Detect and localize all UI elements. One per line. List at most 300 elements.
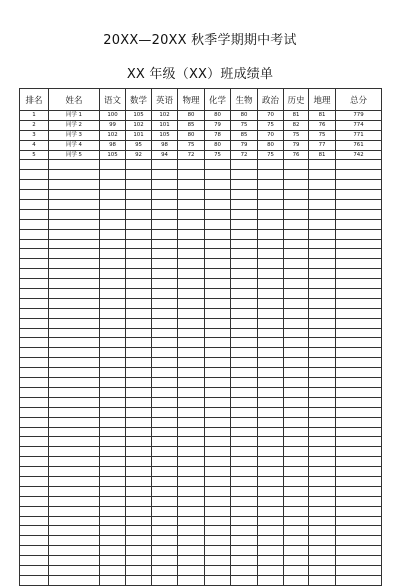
table-cell [336, 546, 382, 556]
table-cell [336, 209, 382, 219]
table-cell [152, 358, 178, 368]
empty-table-row [20, 328, 382, 338]
table-cell [178, 546, 205, 556]
table-cell [258, 496, 284, 506]
table-cell [20, 200, 49, 210]
table-cell [126, 496, 152, 506]
empty-table-row [20, 437, 382, 447]
table-cell [309, 160, 336, 170]
table-cell [231, 358, 258, 368]
header-english: 英语 [152, 89, 178, 111]
table-cell [336, 219, 382, 229]
table-cell [100, 575, 126, 585]
table-cell [178, 328, 205, 338]
table-cell [152, 249, 178, 259]
table-cell [152, 417, 178, 427]
table-cell [178, 209, 205, 219]
table-cell [20, 536, 49, 546]
table-cell [284, 546, 309, 556]
table-cell [20, 209, 49, 219]
table-cell [309, 516, 336, 526]
table-cell [231, 209, 258, 219]
table-cell [336, 279, 382, 289]
table-cell [258, 427, 284, 437]
table-cell: 92 [126, 150, 152, 160]
table-cell [49, 229, 100, 239]
table-cell [49, 160, 100, 170]
table-cell [284, 249, 309, 259]
table-cell [152, 180, 178, 190]
table-cell [336, 407, 382, 417]
table-cell: 99 [100, 120, 126, 130]
table-cell [126, 546, 152, 556]
table-cell [20, 575, 49, 585]
table-cell [20, 328, 49, 338]
table-cell [205, 180, 231, 190]
table-cell [284, 437, 309, 447]
table-cell [100, 427, 126, 437]
table-cell [152, 437, 178, 447]
table-cell [178, 308, 205, 318]
table-cell [205, 556, 231, 566]
table-cell [336, 358, 382, 368]
table-cell: 79 [205, 120, 231, 130]
table-cell [258, 170, 284, 180]
table-cell [205, 279, 231, 289]
table-cell: 95 [126, 140, 152, 150]
table-cell [309, 209, 336, 219]
table-cell [178, 259, 205, 269]
table-cell [126, 209, 152, 219]
table-cell [231, 447, 258, 457]
table-cell [258, 556, 284, 566]
table-cell [205, 378, 231, 388]
table-cell [309, 368, 336, 378]
table-cell: 76 [309, 120, 336, 130]
table-cell [126, 308, 152, 318]
table-cell [20, 437, 49, 447]
table-cell [205, 457, 231, 467]
table-row [20, 150, 382, 160]
table-cell [309, 289, 336, 299]
table-cell [49, 407, 100, 417]
table-cell [100, 249, 126, 259]
table-cell [284, 417, 309, 427]
header-chemistry: 化学 [205, 89, 231, 111]
table-cell [20, 476, 49, 486]
table-cell: 75 [178, 140, 205, 150]
table-cell [100, 457, 126, 467]
table-cell: 102 [126, 120, 152, 130]
empty-table-row [20, 239, 382, 249]
table-cell: 94 [152, 150, 178, 160]
table-cell [49, 397, 100, 407]
table-cell [20, 378, 49, 388]
table-cell [336, 565, 382, 575]
table-cell [20, 308, 49, 318]
table-cell [152, 526, 178, 536]
table-cell [205, 476, 231, 486]
table-cell [205, 289, 231, 299]
empty-table-row [20, 536, 382, 546]
table-cell [284, 486, 309, 496]
table-cell [126, 437, 152, 447]
table-cell [284, 289, 309, 299]
table-cell [152, 397, 178, 407]
table-cell [126, 387, 152, 397]
table-cell [20, 417, 49, 427]
table-cell [336, 417, 382, 427]
grade-table [19, 88, 382, 586]
table-cell [258, 397, 284, 407]
table-cell [258, 457, 284, 467]
table-cell [309, 180, 336, 190]
table-cell: 80 [178, 130, 205, 140]
table-cell [178, 565, 205, 575]
table-cell [205, 516, 231, 526]
table-cell [152, 328, 178, 338]
table-cell [284, 368, 309, 378]
table-cell [284, 180, 309, 190]
table-cell: 105 [152, 130, 178, 140]
empty-table-row [20, 180, 382, 190]
table-cell [205, 427, 231, 437]
table-cell [231, 308, 258, 318]
table-cell [205, 308, 231, 318]
table-cell [336, 338, 382, 348]
table-cell [126, 249, 152, 259]
header-total: 总分 [336, 89, 382, 111]
header-geography: 地理 [309, 89, 336, 111]
table-cell [152, 467, 178, 477]
table-cell [49, 447, 100, 457]
table-cell [258, 190, 284, 200]
table-cell [205, 526, 231, 536]
table-cell [178, 298, 205, 308]
table-cell [152, 486, 178, 496]
empty-table-row [20, 308, 382, 318]
table-cell [152, 209, 178, 219]
table-cell [231, 378, 258, 388]
table-cell: 77 [309, 140, 336, 150]
header-politics: 政治 [258, 89, 284, 111]
table-cell [49, 348, 100, 358]
table-cell [178, 368, 205, 378]
table-cell [258, 308, 284, 318]
table-cell [100, 467, 126, 477]
table-cell [205, 200, 231, 210]
table-cell [49, 486, 100, 496]
table-cell [20, 338, 49, 348]
table-cell [20, 496, 49, 506]
table-cell [336, 397, 382, 407]
table-cell [152, 516, 178, 526]
table-cell [178, 556, 205, 566]
table-cell [231, 170, 258, 180]
table-cell [100, 476, 126, 486]
table-cell [309, 397, 336, 407]
table-cell [126, 200, 152, 210]
table-cell [20, 467, 49, 477]
table-cell [49, 289, 100, 299]
table-cell [284, 209, 309, 219]
table-cell [126, 526, 152, 536]
empty-table-row [20, 269, 382, 279]
table-cell: 78 [205, 130, 231, 140]
table-cell [49, 506, 100, 516]
table-cell [205, 269, 231, 279]
table-cell [100, 348, 126, 358]
table-cell: 5 [20, 150, 49, 160]
table-cell [336, 378, 382, 388]
table-cell [258, 269, 284, 279]
table-cell [152, 190, 178, 200]
table-cell [231, 546, 258, 556]
table-cell [20, 348, 49, 358]
table-cell [309, 427, 336, 437]
table-cell [284, 318, 309, 328]
table-cell [336, 308, 382, 318]
table-cell: 98 [100, 140, 126, 150]
table-cell [205, 536, 231, 546]
table-cell [309, 298, 336, 308]
table-cell [205, 338, 231, 348]
table-cell [258, 407, 284, 417]
table-cell [20, 219, 49, 229]
empty-table-row [20, 200, 382, 210]
empty-table-row [20, 229, 382, 239]
table-cell [100, 526, 126, 536]
table-cell [205, 170, 231, 180]
table-row [20, 111, 382, 121]
table-cell [284, 506, 309, 516]
table-cell [49, 516, 100, 526]
table-cell [20, 368, 49, 378]
table-header-row [20, 89, 382, 111]
table-cell [49, 556, 100, 566]
table-cell [309, 269, 336, 279]
table-cell [336, 269, 382, 279]
table-cell [178, 417, 205, 427]
table-cell [205, 318, 231, 328]
table-cell [49, 575, 100, 585]
table-cell [20, 457, 49, 467]
table-cell [49, 239, 100, 249]
table-cell [231, 496, 258, 506]
table-cell [258, 180, 284, 190]
table-cell [152, 496, 178, 506]
table-cell [205, 397, 231, 407]
table-cell [258, 239, 284, 249]
table-cell [100, 358, 126, 368]
table-cell [309, 229, 336, 239]
table-cell [309, 219, 336, 229]
table-cell [49, 457, 100, 467]
table-cell [309, 447, 336, 457]
table-cell [231, 427, 258, 437]
table-cell [152, 407, 178, 417]
table-cell [231, 180, 258, 190]
table-cell [258, 476, 284, 486]
table-cell [100, 308, 126, 318]
table-cell [258, 447, 284, 457]
table-cell [178, 387, 205, 397]
table-cell [152, 506, 178, 516]
table-cell [284, 457, 309, 467]
empty-table-row [20, 338, 382, 348]
table-cell [49, 387, 100, 397]
table-cell [205, 506, 231, 516]
table-cell [205, 190, 231, 200]
table-cell [20, 170, 49, 180]
table-cell [126, 239, 152, 249]
table-row [20, 140, 382, 150]
table-cell [205, 298, 231, 308]
table-cell [205, 160, 231, 170]
table-cell [49, 209, 100, 219]
empty-table-row [20, 209, 382, 219]
empty-table-row [20, 368, 382, 378]
table-cell [231, 417, 258, 427]
table-cell: 105 [100, 150, 126, 160]
table-cell [178, 229, 205, 239]
table-cell [100, 506, 126, 516]
table-cell [284, 328, 309, 338]
table-cell [309, 259, 336, 269]
table-cell [336, 239, 382, 249]
table-cell: 70 [258, 111, 284, 121]
table-cell: 同学 3 [49, 130, 100, 140]
table-cell [100, 239, 126, 249]
table-cell [49, 536, 100, 546]
table-cell [205, 348, 231, 358]
table-cell [309, 575, 336, 585]
table-cell: 779 [336, 111, 382, 121]
table-cell [178, 239, 205, 249]
empty-table-row [20, 190, 382, 200]
table-cell [152, 378, 178, 388]
empty-table-row [20, 358, 382, 368]
table-cell [178, 358, 205, 368]
table-cell: 81 [284, 111, 309, 121]
table-cell [309, 308, 336, 318]
table-cell [100, 180, 126, 190]
table-cell [284, 496, 309, 506]
table-cell [258, 506, 284, 516]
table-cell [100, 378, 126, 388]
table-cell [20, 546, 49, 556]
empty-table-row [20, 506, 382, 516]
table-cell [152, 447, 178, 457]
table-cell [126, 358, 152, 368]
empty-table-row [20, 160, 382, 170]
table-cell [205, 437, 231, 447]
table-cell [152, 457, 178, 467]
table-cell [20, 427, 49, 437]
table-cell [309, 407, 336, 417]
table-cell [49, 526, 100, 536]
table-cell: 81 [309, 111, 336, 121]
table-cell [152, 536, 178, 546]
table-cell [126, 407, 152, 417]
table-cell [100, 565, 126, 575]
table-cell [258, 160, 284, 170]
empty-table-row [20, 407, 382, 417]
table-cell [231, 526, 258, 536]
table-cell [49, 200, 100, 210]
table-cell [178, 318, 205, 328]
table-cell [20, 397, 49, 407]
table-cell [205, 417, 231, 427]
table-cell [336, 289, 382, 299]
table-cell [178, 516, 205, 526]
table-cell [49, 546, 100, 556]
table-cell [100, 368, 126, 378]
empty-table-row [20, 387, 382, 397]
table-cell [231, 279, 258, 289]
table-cell [231, 565, 258, 575]
table-cell [152, 229, 178, 239]
table-cell [20, 160, 49, 170]
table-cell [284, 526, 309, 536]
table-cell [178, 200, 205, 210]
table-cell: 同学 2 [49, 120, 100, 130]
table-cell [336, 160, 382, 170]
table-cell [205, 575, 231, 585]
table-cell [284, 476, 309, 486]
table-cell [126, 565, 152, 575]
table-cell [284, 298, 309, 308]
table-cell [336, 427, 382, 437]
table-cell [100, 516, 126, 526]
empty-table-row [20, 417, 382, 427]
table-cell [231, 328, 258, 338]
table-cell [284, 447, 309, 457]
table-cell [309, 318, 336, 328]
table-cell [20, 516, 49, 526]
table-cell [178, 476, 205, 486]
table-cell [126, 417, 152, 427]
table-cell [284, 200, 309, 210]
table-cell [309, 506, 336, 516]
table-cell [178, 457, 205, 467]
table-cell [258, 289, 284, 299]
table-cell [336, 467, 382, 477]
empty-table-row [20, 556, 382, 566]
table-cell [152, 259, 178, 269]
empty-table-row [20, 170, 382, 180]
table-cell [126, 318, 152, 328]
table-cell [258, 318, 284, 328]
table-cell [100, 437, 126, 447]
empty-table-row [20, 575, 382, 585]
table-cell [178, 447, 205, 457]
table-cell: 72 [178, 150, 205, 160]
table-cell [231, 437, 258, 447]
table-cell: 85 [231, 130, 258, 140]
table-cell [100, 289, 126, 299]
table-cell [49, 259, 100, 269]
table-cell [178, 506, 205, 516]
table-cell [258, 279, 284, 289]
table-cell [49, 328, 100, 338]
table-cell [284, 229, 309, 239]
table-cell [231, 387, 258, 397]
table-cell: 101 [126, 130, 152, 140]
table-cell [126, 575, 152, 585]
header-physics: 物理 [178, 89, 205, 111]
table-cell [284, 338, 309, 348]
